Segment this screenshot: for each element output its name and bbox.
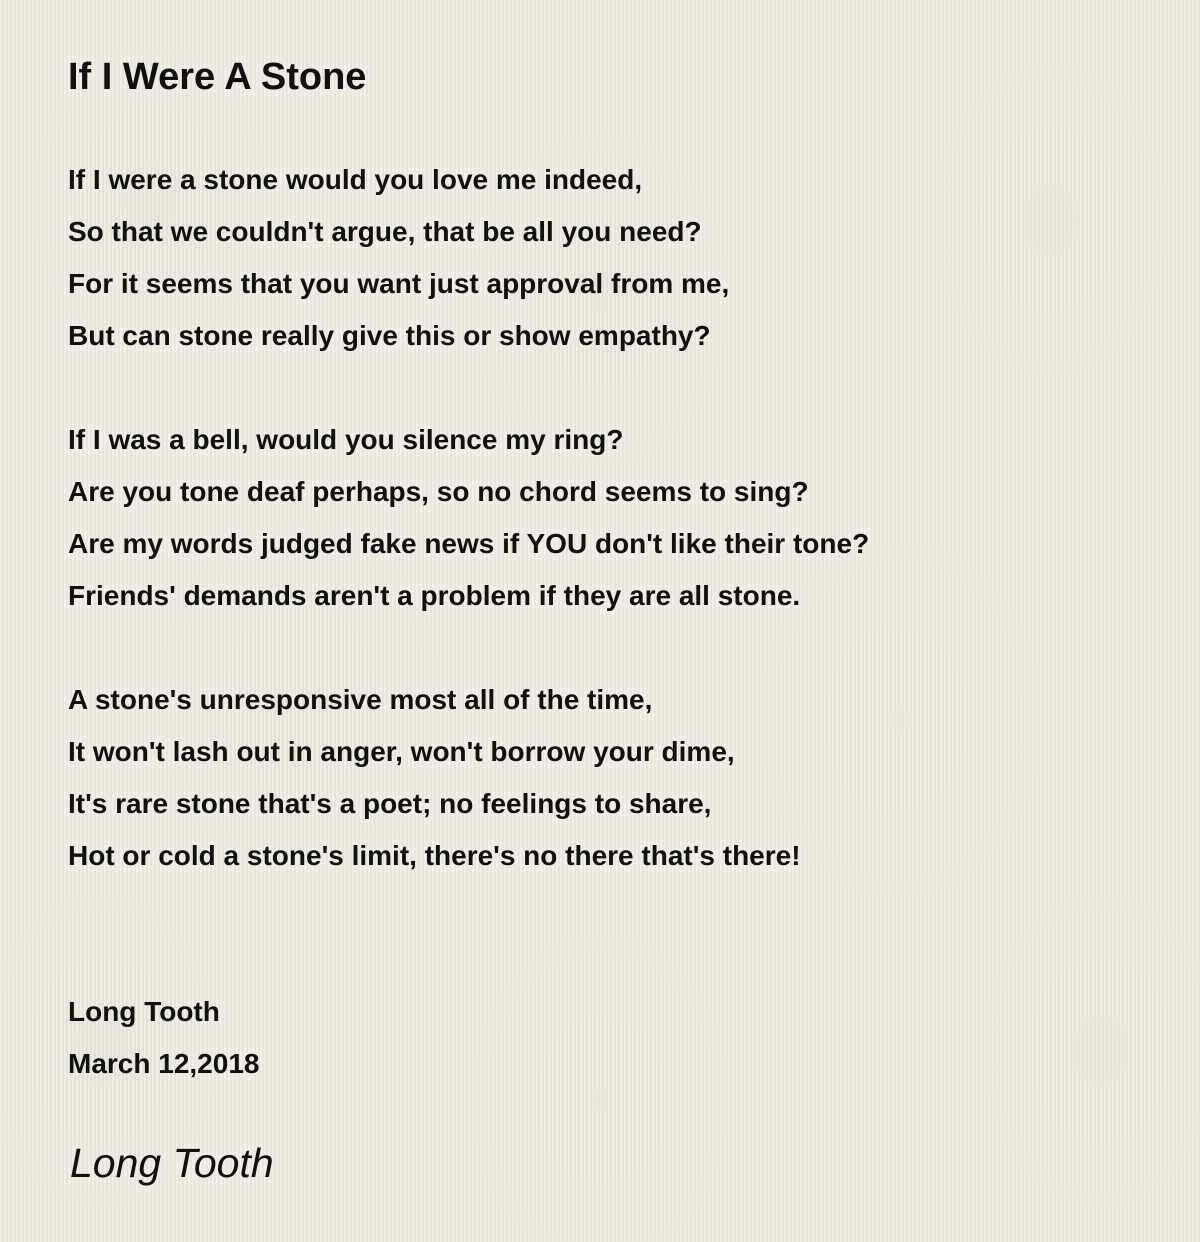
poem-line: So that we couldn't argue, that be all you need?: [68, 216, 702, 247]
poem-title: If I Were A Stone: [68, 56, 367, 98]
poem-line: It won't lash out in anger, won't borrow your dime,: [68, 736, 735, 767]
poem-line: But can stone really give this or show empathy?: [68, 320, 711, 351]
poem-line: If I was a bell, would you silence my ring?: [68, 424, 624, 455]
stanza-1: [68, 154, 1168, 362]
author-block: [68, 986, 1168, 1090]
poem-line: Hot or cold a stone's limit, there's no there that's there!: [68, 840, 801, 871]
stanza-3: [68, 674, 1168, 882]
poem-line: Friends' demands aren't a problem if they are all stone.: [68, 580, 801, 611]
poem-date: March 12,2018: [68, 1048, 260, 1079]
poem-line: For it seems that you want just approval from me,: [68, 268, 730, 299]
poem-line: Are my words judged fake news if YOU don't like their tone?: [68, 528, 870, 559]
poem-line: It's rare stone that's a poet; no feelings to share,: [68, 788, 712, 819]
author-signature: Long Tooth: [70, 1140, 274, 1186]
poem-line: Are you tone deaf perhaps, so no chord seems to sing?: [68, 476, 809, 507]
author-name: Long Tooth: [68, 996, 220, 1027]
poem-line: A stone's unresponsive most all of the time,: [68, 684, 653, 715]
poem-line: If I were a stone would you love me indeed,: [68, 164, 643, 195]
poem-page: [68, 52, 1168, 1090]
stanza-2: [68, 414, 1168, 622]
